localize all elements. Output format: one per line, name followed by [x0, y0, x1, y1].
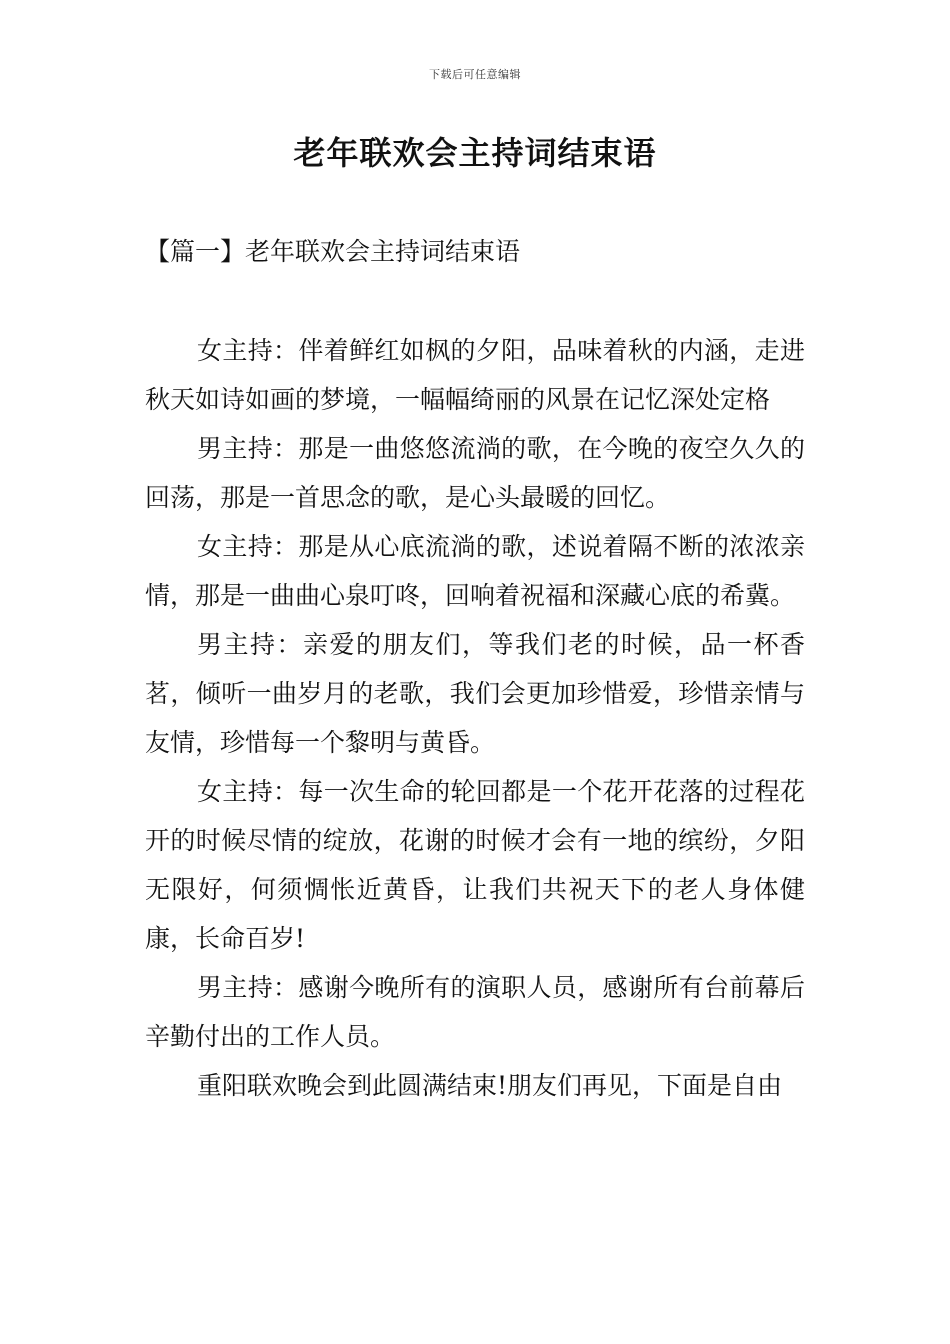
paragraph-female-host-2: 女主持：那是从心底流淌的歌，述说着隔不断的浓浓亲情，那是一曲曲心泉叮咚，回响着祝福和深藏心底的希冀。 [145, 532, 805, 610]
paragraph-female-host-3: 女主持：每一次生命的轮回都是一个花开花落的过程花开的时候尽情的绽放，花谢的时候才会有一地的缤纷，夕阳无限好，何须惆怅近黄昏，让我们共祝天下的老人身体健康，长命百岁! [145, 777, 805, 953]
paragraph-male-host-3: 男主持：感谢今晚所有的演职人员，感谢所有台前幕后辛勤付出的工作人员。 [145, 973, 805, 1051]
document-body [145, 326, 805, 1110]
document-title: 老年联欢会主持词结束语 [293, 134, 657, 172]
paragraph-male-host-2: 男主持：亲爱的朋友们，等我们老的时候，品一杯香茗，倾听一曲岁月的老歌，我们会更加珍惜爱，珍惜亲情与友情，珍惜每一个黎明与黄昏。 [145, 630, 805, 757]
page-header-note: 下载后可任意编辑 [429, 68, 521, 81]
section-heading: 【篇一】老年联欢会主持词结束语 [145, 237, 521, 266]
paragraph-male-host-1: 男主持：那是一曲悠悠流淌的歌，在今晚的夜空久久的回荡，那是一首思念的歌，是心头最暖的回忆。 [145, 434, 805, 512]
paragraph-closing: 重阳联欢晚会到此圆满结束!朋友们再见，下面是自由 [197, 1071, 783, 1100]
paragraph-female-host-1: 女主持：伴着鲜红如枫的夕阳，品味着秋的内涵，走进秋天如诗如画的梦境，一幅幅绮丽的风景在记忆深处定格 [145, 336, 805, 414]
